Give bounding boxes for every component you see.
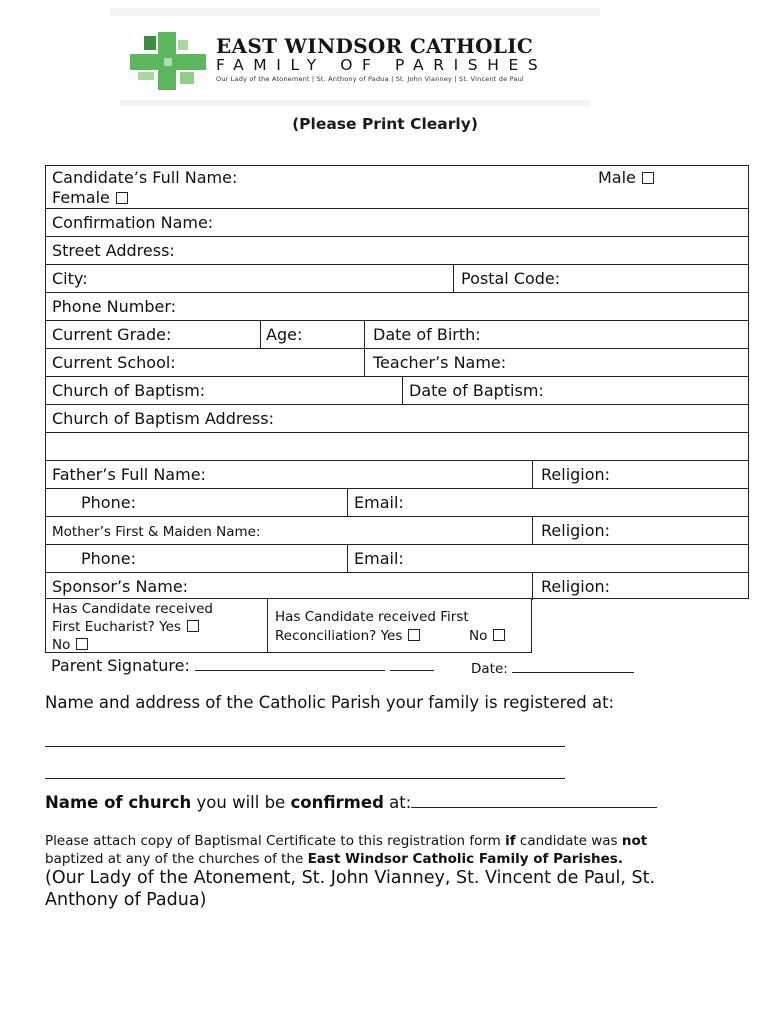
city-label: City: xyxy=(52,269,88,288)
cell-divider xyxy=(532,460,533,488)
row-divider xyxy=(46,488,748,489)
row-divider xyxy=(46,376,748,377)
attach-note-line2 xyxy=(45,851,623,867)
row-divider xyxy=(46,460,748,461)
attach-text-2: candidate was xyxy=(515,833,622,849)
church-label-confirmed: confirmed xyxy=(290,793,384,812)
parish-answer-line-2[interactable] xyxy=(45,778,565,779)
cell-divider xyxy=(347,544,348,572)
cell-divider xyxy=(453,264,454,292)
parent-signature-line-extra[interactable] xyxy=(390,656,434,671)
signature-date-row xyxy=(471,658,634,677)
cell-divider xyxy=(364,320,365,376)
row-divider xyxy=(46,516,748,517)
confirmation-name-label: Confirmation Name: xyxy=(52,213,214,232)
confirmation-church-line[interactable] xyxy=(411,793,657,808)
street-address-label: Street Address: xyxy=(52,241,175,260)
cross-logo-stripe xyxy=(164,58,172,66)
church-label-mid: you will be xyxy=(191,793,291,812)
postal-code-label: Postal Code: xyxy=(461,269,561,288)
registration-form-table xyxy=(45,165,749,599)
signature-date-label: Date: xyxy=(471,661,508,677)
logo-title: EAST WINDSOR CATHOLIC xyxy=(216,34,534,58)
attach-not: not xyxy=(621,833,648,849)
phone-number-label: Phone Number: xyxy=(52,297,177,316)
cell-divider xyxy=(260,320,261,348)
logo-parishes-line: Our Lady of the Atonement | St. Anthony of Padua | St. John Vianney | St. Vincent de Paul xyxy=(216,75,524,83)
cross-logo-icon xyxy=(128,30,208,94)
row-divider xyxy=(46,320,748,321)
father-phone-label: Phone: xyxy=(81,493,136,512)
cross-logo-square-d xyxy=(180,72,194,84)
male-checkbox[interactable] xyxy=(642,172,654,184)
parish-answer-line-1[interactable] xyxy=(45,746,565,747)
date-of-birth-label: Date of Birth: xyxy=(373,325,481,344)
eucharist-yes-checkbox[interactable] xyxy=(187,620,199,632)
row-divider xyxy=(46,544,748,545)
faded-header-text-top xyxy=(110,8,600,16)
reconciliation-no-option xyxy=(469,628,505,644)
church-label-bold: Name of church xyxy=(45,793,192,812)
print-clearly-instruction: (Please Print Clearly) xyxy=(292,115,478,133)
male-option xyxy=(598,169,654,187)
cell-divider xyxy=(532,516,533,544)
attach-family: East Windsor Catholic Family of Parishes. xyxy=(307,851,623,867)
church-of-baptism-label: Church of Baptism: xyxy=(52,381,206,400)
teacher-name-label: Teacher’s Name: xyxy=(373,353,507,372)
eucharist-no-label: No xyxy=(52,637,71,653)
female-label: Female xyxy=(52,188,110,207)
row-divider xyxy=(46,348,748,349)
father-email-label: Email: xyxy=(354,493,404,512)
parishes-list-line2: Anthony of Padua) xyxy=(45,890,207,910)
male-label: Male xyxy=(598,168,636,187)
candidate-name-label: Candidate’s Full Name: xyxy=(52,168,238,187)
eucharist-no-checkbox[interactable] xyxy=(76,638,88,650)
parent-signature-label: Parent Signature: xyxy=(51,656,190,675)
cross-logo-square-a xyxy=(144,36,156,50)
current-grade-label: Current Grade: xyxy=(52,325,172,344)
eucharist-yes-option xyxy=(52,619,199,635)
female-option xyxy=(52,189,128,207)
female-checkbox[interactable] xyxy=(116,192,128,204)
reconciliation-yes-checkbox[interactable] xyxy=(408,629,420,641)
row-divider xyxy=(46,432,748,433)
mother-religion-label: Religion: xyxy=(541,521,611,540)
parent-signature-row xyxy=(51,656,434,675)
attach-text-1: Please attach copy of Baptismal Certificate to this registration form xyxy=(45,833,506,849)
reconciliation-question-line1: Has Candidate received First xyxy=(275,609,469,625)
eucharist-question-line1: Has Candidate received xyxy=(52,601,213,617)
eucharist-question-line2: First Eucharist? Yes xyxy=(52,619,181,635)
row-divider xyxy=(46,236,748,237)
faded-header-text-bottom xyxy=(120,100,590,106)
reconciliation-no-checkbox[interactable] xyxy=(493,629,505,641)
cross-logo-square-b xyxy=(178,40,188,50)
logo-subtitle: FAMILY OF PARISHES xyxy=(216,56,548,74)
eucharist-no-option xyxy=(52,637,88,653)
attach-if: if xyxy=(505,833,516,849)
reconciliation-cell xyxy=(267,598,532,653)
mother-phone-label: Phone: xyxy=(81,549,136,568)
row-divider xyxy=(46,264,748,265)
current-school-label: Current School: xyxy=(52,353,176,372)
parent-signature-line[interactable] xyxy=(195,656,385,671)
row-divider xyxy=(46,404,748,405)
attach-text-3: baptized at any of the churches of the xyxy=(45,851,308,867)
sponsor-name-label: Sponsor’s Name: xyxy=(52,577,189,596)
cell-divider xyxy=(402,376,403,404)
cross-logo-square-c xyxy=(138,72,154,80)
reconciliation-yes-option xyxy=(275,628,420,644)
row-divider xyxy=(46,572,748,573)
reconciliation-no-label: No xyxy=(469,628,488,644)
sponsor-religion-label: Religion: xyxy=(541,577,611,596)
father-name-label: Father’s Full Name: xyxy=(52,465,206,484)
church-of-baptism-address-label: Church of Baptism Address: xyxy=(52,409,274,428)
cell-divider xyxy=(347,488,348,516)
confirmation-church-row xyxy=(45,793,657,812)
signature-date-line[interactable] xyxy=(512,658,634,673)
row-divider xyxy=(46,292,748,293)
reconciliation-question-line2: Reconciliation? Yes xyxy=(275,628,403,644)
parishes-list-line1: (Our Lady of the Atonement, St. John Vianney, St. Vincent de Paul, St. xyxy=(45,868,656,888)
date-of-baptism-label: Date of Baptism: xyxy=(409,381,544,400)
attach-note-line1 xyxy=(45,833,647,849)
cell-divider xyxy=(532,572,533,600)
row-divider xyxy=(46,208,748,209)
mother-name-label: Mother’s First & Maiden Name: xyxy=(52,524,261,540)
age-label: Age: xyxy=(266,325,303,344)
church-label-end: at: xyxy=(383,793,412,812)
parish-prompt: Name and address of the Catholic Parish your family is registered at: xyxy=(45,693,615,712)
father-religion-label: Religion: xyxy=(541,465,611,484)
mother-email-label: Email: xyxy=(354,549,404,568)
